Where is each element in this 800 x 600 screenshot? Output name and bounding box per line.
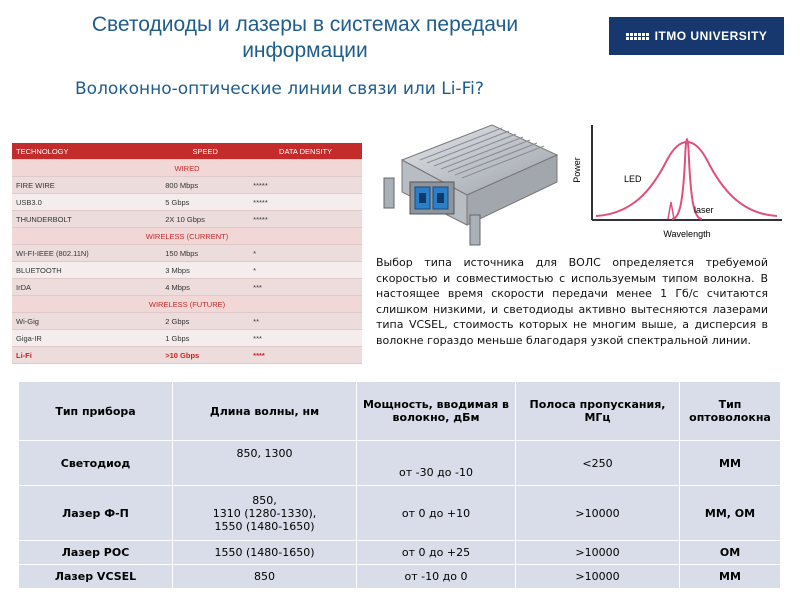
graph-xlabel: Wavelength	[663, 229, 711, 239]
slide-title	[50, 12, 560, 64]
table-row-lifi: Li-Fi >10 Gbps ****	[12, 347, 362, 364]
col-fiber-type: Тип оптоволокна	[680, 382, 781, 441]
col-power: Мощность, вводимая в волокно, дБм	[357, 382, 516, 441]
table-row: Лазер Ф-П 850, 1310 (1280-1330), 1550 (1480-1650) от 0 до +10 >10000 MM, OM	[19, 486, 781, 541]
source-comparison-table	[18, 381, 781, 589]
table-row: FIRE WIRE 800 Mbps *****	[12, 177, 362, 194]
table-row: BLUETOOTH 3 Mbps *	[12, 262, 362, 279]
slide-subtitle: Волоконно-оптические линии связи или Li-Fi?	[75, 79, 484, 99]
graph-laser-label: laser	[694, 205, 714, 215]
graph-ylabel: Power	[572, 157, 582, 183]
technology-speed-table	[12, 143, 362, 364]
title-line-2: информации	[242, 39, 368, 62]
table-row: THUNDERBOLT 2X 10 Gbps *****	[12, 211, 362, 228]
table-row: WI-FI-IEEE (802.11N) 150 Mbps *	[12, 245, 362, 262]
itmo-logo	[609, 17, 784, 55]
tech-col-technology: TECHNOLOGY	[12, 143, 161, 160]
description-paragraph: Выбор типа источника для ВОЛС определяется требуемой скоростью и совместимостью с используемым типом волокна. В настоящее время скорости передачи менее 1 Гб/с считаются слишком низкими, и светодиоды активно вытесняются лазерами типа VCSEL, стоимость которых не многим выше, а дисперсия в волокне гораздо меньше благодаря узкой спектральной линии.	[376, 256, 768, 347]
table-row: IrDA 4 Mbps ***	[12, 279, 362, 296]
transceiver-module-image	[372, 120, 562, 250]
section-wired: WIRED	[12, 160, 362, 177]
table-row: Светодиод 850, 1300 от -30 до -10 <250 MM	[19, 441, 781, 486]
section-wireless-future: WIRELESS (FUTURE)	[12, 296, 362, 313]
logo-dots-icon	[626, 33, 649, 40]
tech-col-density: DATA DENSITY	[249, 143, 362, 160]
table-row: USB3.0 5 Gbps *****	[12, 194, 362, 211]
graph-led-label: LED	[624, 174, 642, 184]
col-wavelength: Длина волны, нм	[173, 382, 357, 441]
col-device-type: Тип прибора	[19, 382, 173, 441]
tech-col-speed: SPEED	[161, 143, 249, 160]
col-bandwidth: Полоса пропускания, МГц	[516, 382, 680, 441]
table-row: Wi-Gig 2 Gbps **	[12, 313, 362, 330]
title-line-1: Светодиоды и лазеры в системах передачи	[91, 13, 519, 36]
section-wireless-current: WIRELESS (CURRENT)	[12, 228, 362, 245]
table-row: Giga-IR 1 Gbps ***	[12, 330, 362, 347]
logo-text: ITMO UNIVERSITY	[654, 29, 768, 43]
laser-side-mode	[668, 202, 674, 219]
table-row: Лазер VCSEL 850 от -10 до 0 >10000 MM	[19, 565, 781, 589]
spectrum-graph	[572, 120, 787, 245]
table-row: Лазер РОС 1550 (1480-1650) от 0 до +25 >10000 OM	[19, 541, 781, 565]
